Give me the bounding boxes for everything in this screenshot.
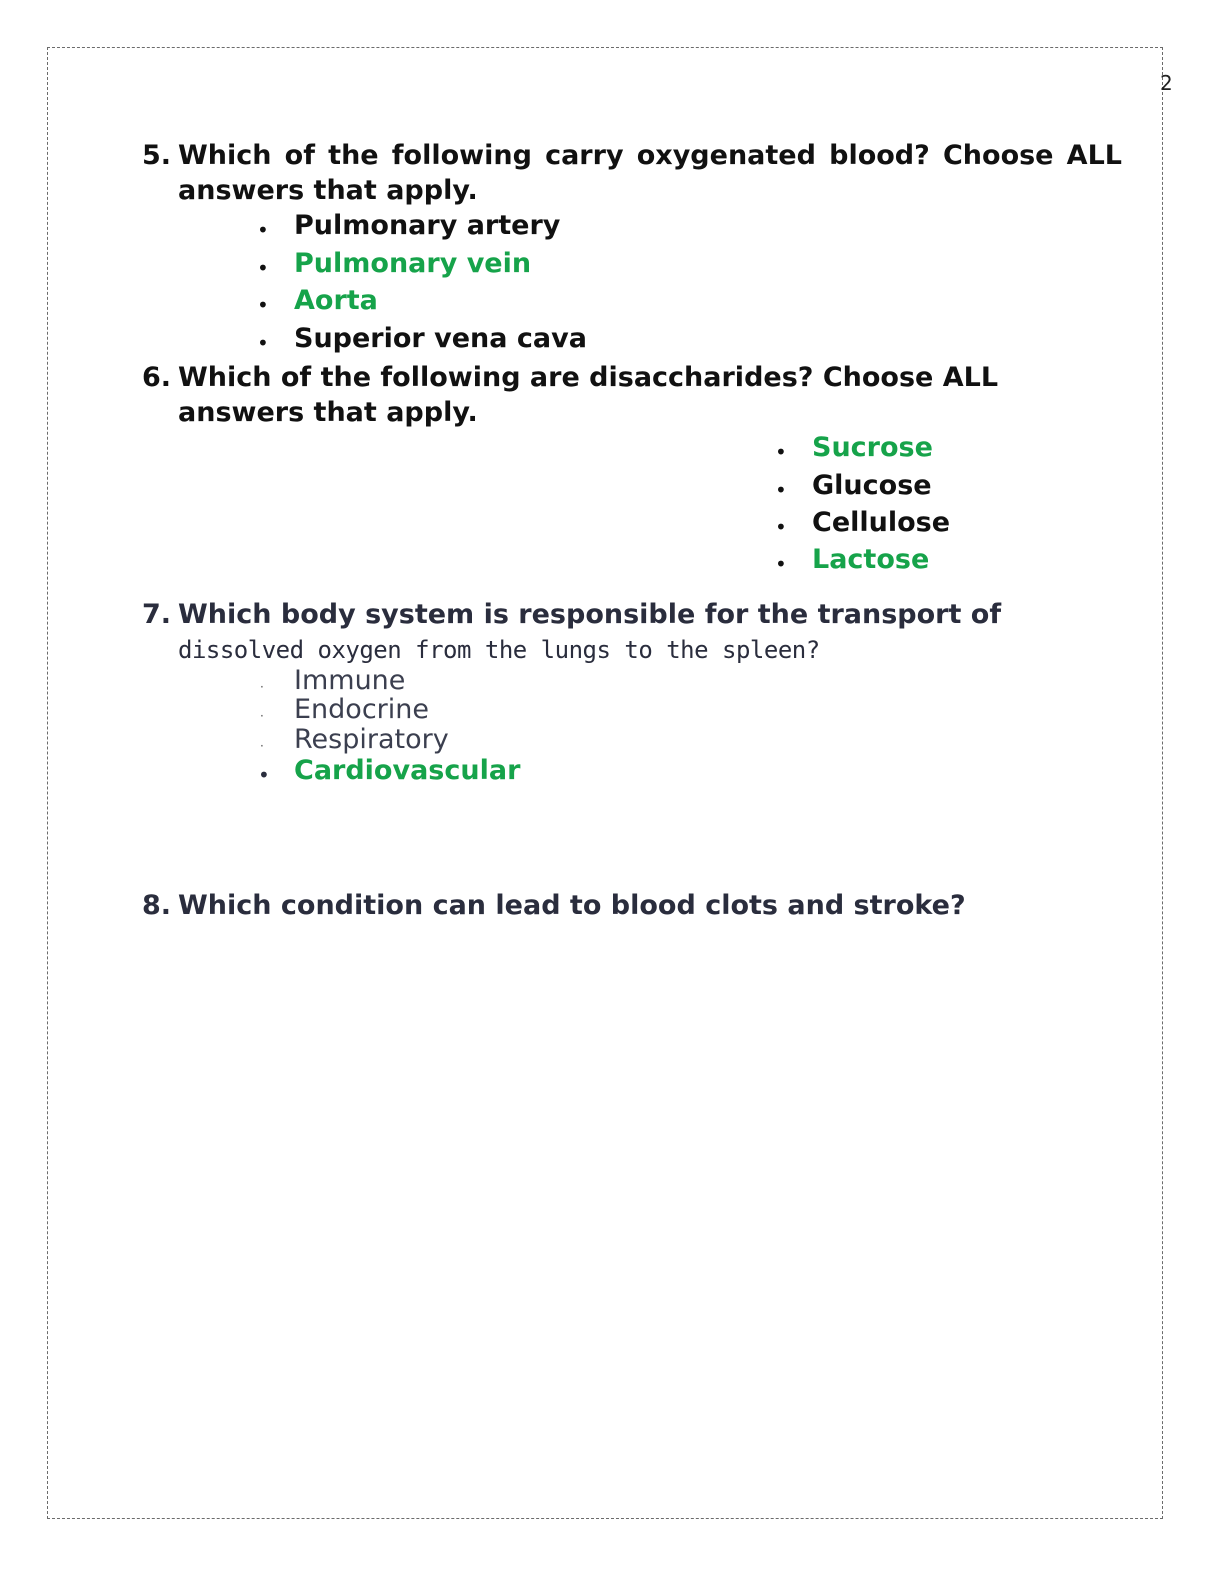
- question-7-text-line1: Which body system is responsible for the transport of: [178, 599, 1002, 630]
- bullet-icon: ·: [260, 739, 264, 753]
- bullet-icon: •: [775, 552, 787, 576]
- bullet-icon: •: [775, 440, 787, 464]
- question-8-text: Which condition can lead to blood clots and stroke?: [178, 890, 966, 921]
- q6-option-2: Glucose: [812, 470, 932, 501]
- bullet-icon: •: [258, 763, 270, 787]
- bullet-icon: ·: [260, 709, 264, 723]
- q5-option-1: Pulmonary artery: [294, 210, 561, 241]
- question-5-number: 5.: [142, 140, 172, 171]
- q7-option-1: Immune: [294, 665, 406, 696]
- page-number: 2: [1160, 71, 1173, 95]
- bullet-icon: •: [257, 218, 269, 242]
- q7-option-4: Cardiovascular: [294, 755, 521, 786]
- question-5-text: Which of the following carry oxygenated blood? Choose ALL answers that apply.: [178, 140, 1122, 206]
- q7-option-3: Respiratory: [294, 724, 449, 755]
- q5-option-4: Superior vena cava: [294, 323, 587, 354]
- bullet-icon: •: [257, 331, 269, 355]
- question-6-number: 6.: [142, 362, 172, 393]
- question-7-text-line2: dissolved oxygen from the lungs to the spleen?: [178, 636, 820, 664]
- question-7-number: 7.: [142, 599, 172, 630]
- q6-option-3: Cellulose: [812, 507, 951, 538]
- page-border: [47, 47, 1163, 1519]
- question-8-number: 8.: [142, 890, 172, 921]
- bullet-icon: •: [257, 293, 269, 317]
- q6-option-1: Sucrose: [812, 432, 933, 463]
- bullet-icon: •: [775, 515, 787, 539]
- question-6: [142, 360, 1122, 430]
- q6-option-4: Lactose: [812, 544, 930, 575]
- question-5: [142, 138, 1122, 208]
- question-8: [142, 888, 1122, 923]
- bullet-icon: •: [257, 256, 269, 280]
- question-7: [142, 597, 1122, 632]
- q5-option-2: Pulmonary vein: [294, 248, 532, 279]
- q5-option-3: Aorta: [294, 285, 378, 316]
- question-6-text: Which of the following are disaccharides? Choose ALL answers that apply.: [178, 362, 999, 428]
- bullet-icon: ·: [260, 680, 264, 694]
- bullet-icon: •: [775, 478, 787, 502]
- q7-option-2: Endocrine: [294, 694, 429, 725]
